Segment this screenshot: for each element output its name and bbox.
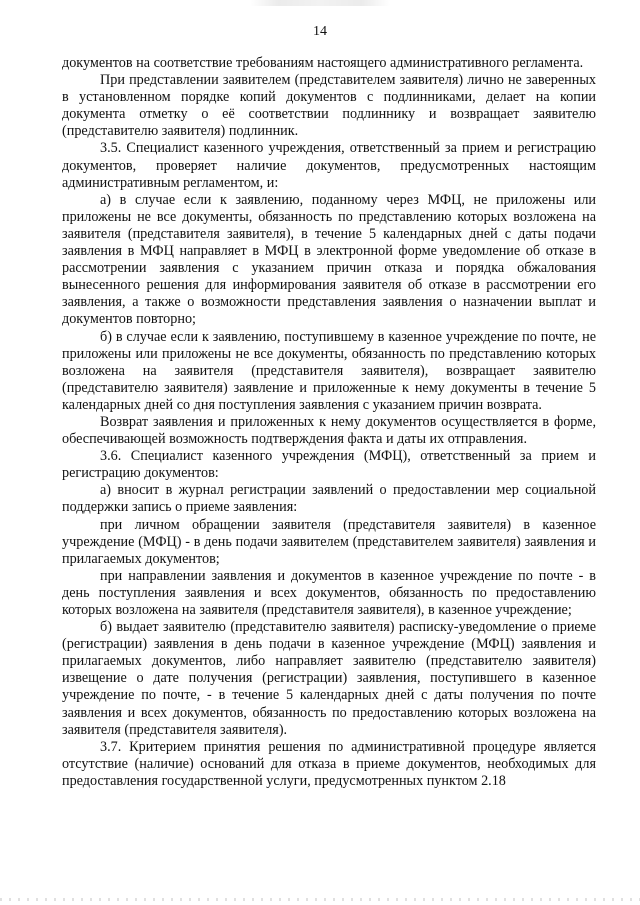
scan-artifact-bottom [0,898,640,901]
paragraph-item-b: б) в случае если к заявлению, поступившему в казенное учреждение по почте, не приложены или приложены не все документы, обязанность по представлению которых возложена на заявителя (представителя заявителя), возвращает заявителю (представителю заявителя) заявление и приложенные к нему документы в течение 5 календарных дней со дня поступления заявления с указанием причин возврата. [62,328,596,413]
paragraph-section-3-5: 3.5. Специалист казенного учреждения, ответственный за прием и регистрацию документов, проверяет наличие документов, предусмотренных настоящим административным регламентом, и: [62,140,596,191]
paragraph-item-b: б) выдает заявителю (представителю заявителя) расписку-уведомление о приеме (регистрации) заявления в день подачи в казенное учреждение (МФЦ) заявления и прилагаемых документов, либо направляет заявителю (представителю заявителя) извещение о дате получения (регистрации) заявления, поступившего в казенное учреждение по почте, - в течение 5 календарных дней с даты получения по почте заявления и всех документов, обязанность по предоставлению которых возложена на заявителя (представителя заявителя). [62,619,596,738]
paragraph: Возврат заявления и приложенных к нему документов осуществляется в форме, обеспечивающей возможность подтверждения факта и даты их отправления. [62,413,596,448]
paragraph: при личном обращении заявителя (представителя заявителя) в казенное учреждение (МФЦ) - в день подачи заявителем (представителем заявителя) заявления и прилагаемых документов; [62,516,596,567]
paragraph: При представлении заявителем (представителем заявителя) лично не заверенных в установленном порядке копий документов с подлинниками, делает на копии документа отметку о её соответствии подлиннику и возвращает заявителю (представителю заявителя) подлинник. [62,72,596,140]
paragraph: при направлении заявления и документов в казенное учреждение по почте - в день поступления заявления и всех документов, обязанность по предоставлению которых возложена на заявителя (представителя заявителя), в казенное учреждение; [62,567,596,618]
paragraph-item-a: а) вносит в журнал регистрации заявлений о предоставлении мер социальной поддержки запись о приеме заявления: [62,482,596,516]
paragraph-item-a: а) в случае если к заявлению, поданному через МФЦ, не приложены или приложены не все документы, обязанность по представлению которых возложена на заявителя (представителя заявителя), в течение 5 календарных дней с даты подачи заявления в МФЦ направляет в МФЦ в электронной форме уведомление об отказе в рассмотрении заявления с указанием причин отказа и порядка обжалования вынесенного решения для информирования заявителя об отказе в рассмотрении его заявления, а также о возможности представления заявления о назначении выплат и документов повторно; [62,191,596,328]
paragraph-section-3-6: 3.6. Специалист казенного учреждения (МФЦ), ответственный за прием и регистрацию документов: [62,448,596,482]
scan-artifact-top [250,0,390,6]
paragraph: документов на соответствие требованиям настоящего административного регламента. [62,55,584,71]
paragraph-section-3-7: 3.7. Критерием принятия решения по административной процедуре является отсутствие (наличие) оснований для отказа в приеме документов, необходимых для предоставления государственной услуги, предусмотренных пунктом 2.18 [62,738,596,789]
document-body [62,55,596,790]
page-number: 14 [313,24,327,39]
